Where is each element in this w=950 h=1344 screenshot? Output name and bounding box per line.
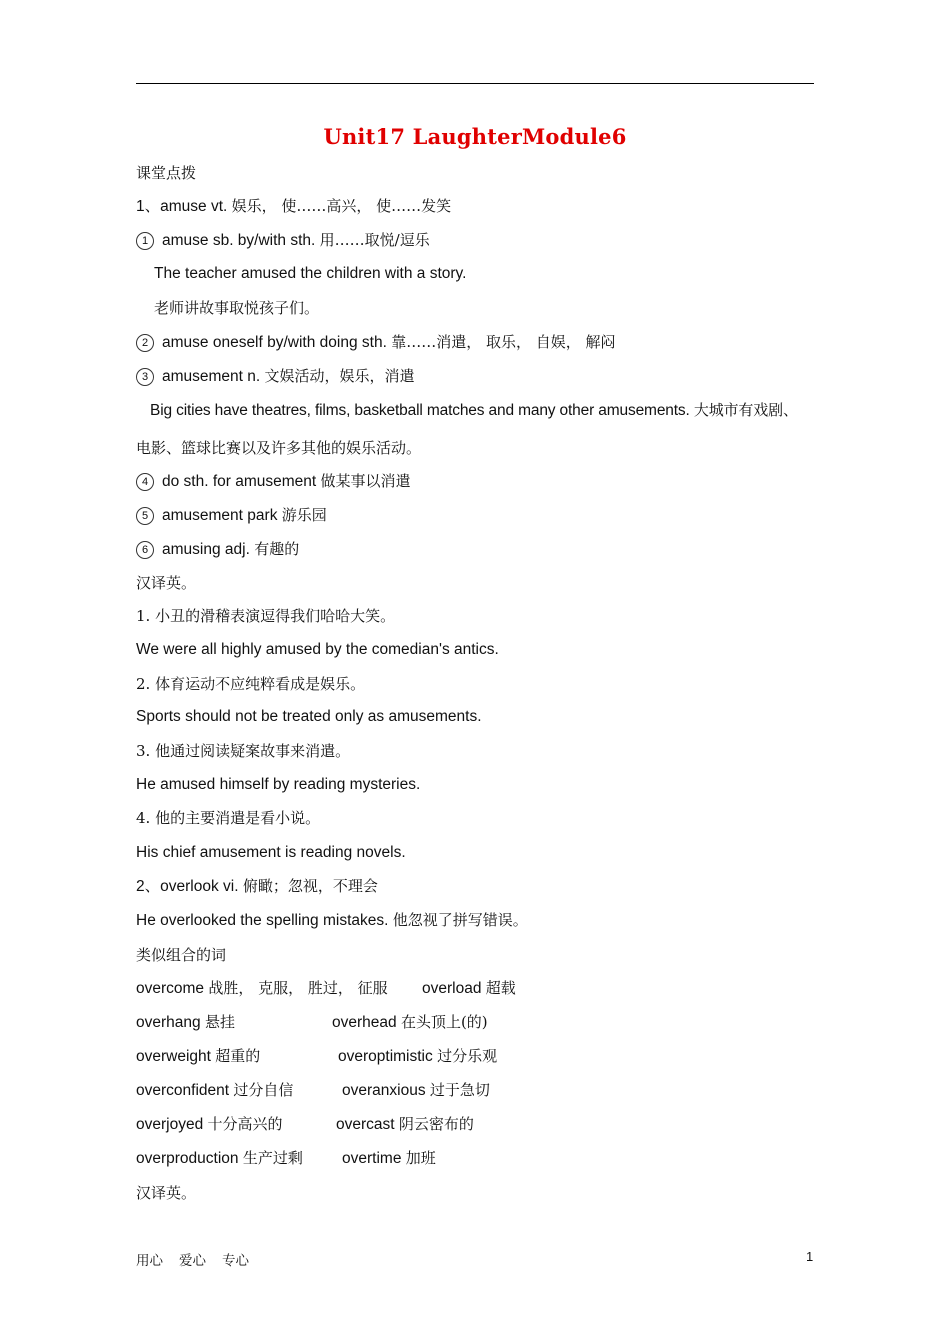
translate-label: 汉译英。: [136, 574, 197, 592]
word-row: overconfident 过分自信 overanxious 过于急切: [136, 1081, 490, 1099]
example-2-cont: 电影、篮球比赛以及许多其他的娱乐活动。: [136, 439, 422, 457]
item1-sub-2: 2 amuse oneself by/with doing sth. 靠……消遣， 取乐， 自娱， 解闷: [136, 332, 616, 353]
example-2: Big cities have theatres, films, basketball matches and many other amusements. 大城市有戏剧、: [150, 401, 798, 419]
item1-sub-5: 5 amusement park 游乐园: [136, 505, 327, 526]
exercise-1-en: We were all highly amused by the comedian's antics.: [136, 641, 499, 658]
exercise-2-en: Sports should not be treated only as amusements.: [136, 708, 482, 725]
example-1-zh: 老师讲故事取悦孩子们。: [154, 299, 320, 317]
item1-sub-3: 3 amusement n. 文娱活动，娱乐，消遣: [136, 366, 415, 387]
exercise-4-zh: 4. 他的主要消遣是看小说。: [136, 809, 321, 827]
footer-motto: 用心 爱心 专心: [136, 1253, 249, 1269]
page-number: 1: [806, 1249, 814, 1264]
section-label: 课堂点拨: [136, 164, 197, 182]
item1-sub-1: 1 amuse sb. by/with sth. 用……取悦/逗乐: [136, 230, 430, 251]
circled-number: 4: [136, 473, 154, 491]
exercise-2-zh: 2. 体育运动不应纯粹看成是娱乐。: [136, 675, 366, 693]
circled-number: 5: [136, 507, 154, 525]
exercise-1-zh: 1. 小丑的滑稽表演逗得我们哈哈大笑。: [136, 607, 396, 625]
word-row: overhang 悬挂 overhead 在头顶上(的): [136, 1013, 488, 1031]
item1-sub-4: 4 do sth. for amusement 做某事以消遣: [136, 471, 411, 492]
page-title: Unit17 LaughterModule6: [323, 124, 627, 149]
item1-heading: 1、amuse vt. 娱乐， 使……高兴， 使……发笑: [136, 197, 452, 215]
exercise-4-en: His chief amusement is reading novels.: [136, 844, 406, 861]
item1-sub-6: 6 amusing adj. 有趣的: [136, 539, 299, 560]
example-1-en: The teacher amused the children with a story.: [154, 265, 467, 282]
exercise-3-en: He amused himself by reading mysteries.: [136, 776, 421, 793]
circled-number: 6: [136, 541, 154, 559]
word-row: overproduction 生产过剩 overtime 加班: [136, 1149, 436, 1167]
word-row: overcome 战胜， 克服， 胜过， 征服 overload 超载: [136, 979, 516, 997]
circled-number: 2: [136, 334, 154, 352]
item2-heading: 2、overlook vi. 俯瞰；忽视，不理会: [136, 877, 378, 895]
word-row: overweight 超重的 overoptimistic 过分乐观: [136, 1047, 498, 1065]
word-row: overjoyed 十分高兴的 overcast 阴云密布的: [136, 1115, 474, 1133]
exercise-3-zh: 3. 他通过阅读疑案故事来消遣。: [136, 742, 351, 760]
similar-label: 类似组合的词: [136, 946, 227, 964]
circled-number: 1: [136, 232, 154, 250]
header-rule: [136, 83, 814, 84]
circled-number: 3: [136, 368, 154, 386]
translate-label-2: 汉译英。: [136, 1184, 197, 1202]
item2-example: He overlooked the spelling mistakes. 他忽视了拼写错误。: [136, 911, 528, 929]
